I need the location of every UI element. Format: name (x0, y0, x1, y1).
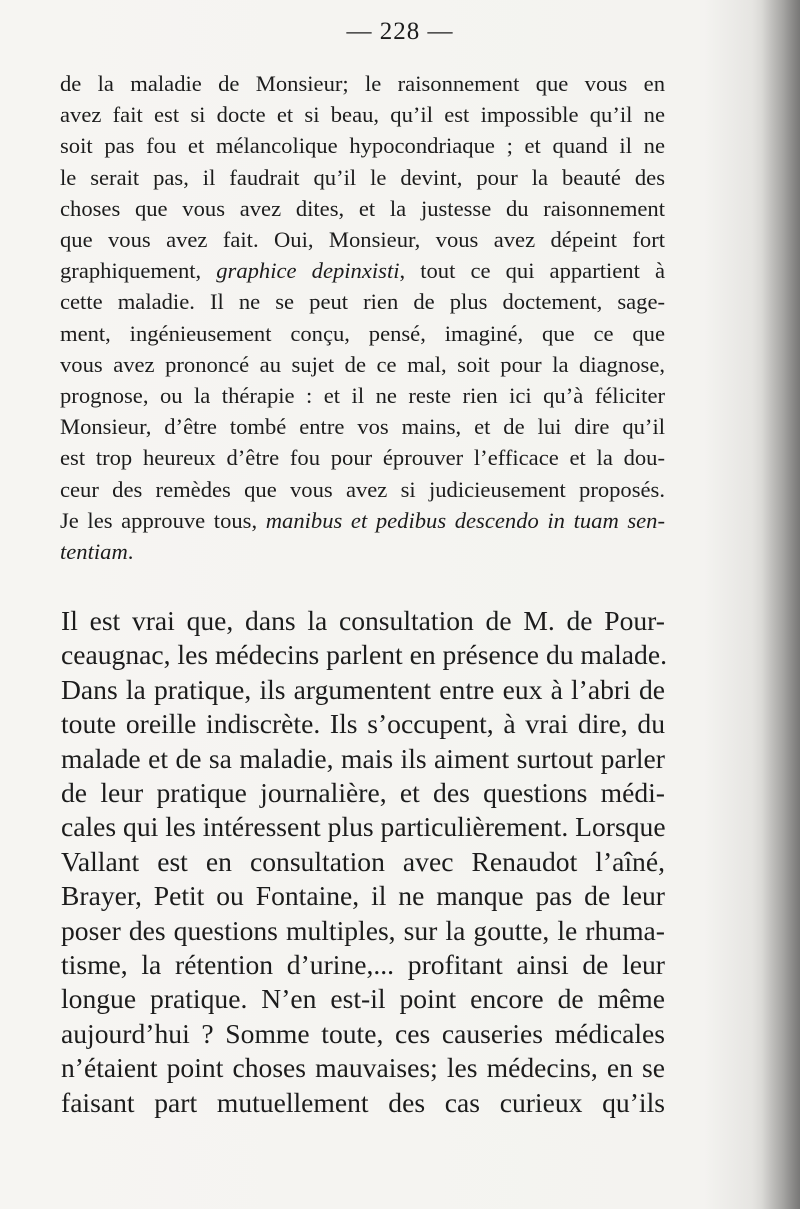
quoted-passage (60, 68, 665, 567)
latin-phrase: tentiam (60, 539, 128, 565)
body-line: Vallant est en consultation avec Renaudot l’aîné, (61, 845, 665, 877)
body-line: Brayer, Petit ou Fontaine, il ne manque pas de leur (61, 880, 665, 912)
quote-line: que vous avez fait. Oui, Monsieur, vous avez dépeint fort (60, 227, 665, 253)
quote-line: avez fait est si docte et si beau, qu’il est impossible qu’il ne (60, 102, 665, 128)
quote-line: cette maladie. Il ne se peut rien de plus doctement, sage- (60, 289, 665, 315)
body-line: tisme, la rétention d’urine,... profitant ainsi de leur (61, 949, 665, 981)
body-paragraph (61, 604, 665, 1120)
quote-line (60, 255, 665, 286)
quote-line: vous avez prononcé au sujet de ce mal, soit pour la diagnose, (60, 351, 665, 377)
latin-phrase: manibus et pedibus descendo in tuam sen- (265, 507, 666, 533)
latin-phrase: graphice depinxisti (216, 258, 400, 284)
body-line: toute oreille indiscrète. Ils s’occupent, à vrai dire, du (61, 708, 665, 740)
quote-line: de la maladie de Monsieur; le raisonnement que vous en (60, 71, 665, 96)
body-line: n’étaient point choses mauvaises; les médecins, en se (61, 1052, 665, 1084)
quote-line-text: , tout ce qui appartient à (399, 258, 665, 284)
quote-line (60, 505, 665, 536)
quote-line: prognose, ou la thérapie : et il ne reste rien ici qu’à féliciter (60, 383, 665, 409)
quote-line: choses que vous avez dites, et la justesse du raisonnement (60, 195, 665, 221)
quote-line (60, 536, 665, 567)
page-binding-shadow (762, 0, 800, 1209)
body-line: Dans la pratique, ils argumentent entre eux à l’abri de (61, 673, 665, 705)
body-line: longue pratique. N’en est-il point encore de même (61, 983, 665, 1015)
quote-line: soit pas fou et mélancolique hypocondriaque ; et quand il ne (60, 133, 665, 159)
quote-line: est trop heureux d’être fou pour éprouver l’efficace et la dou- (60, 445, 665, 471)
body-line: cales qui les intéressent plus particulièrement. Lorsque (61, 811, 666, 843)
quote-line-text: . (127, 539, 134, 565)
body-line: aujourd’hui ? Somme toute, ces causeries médicales (61, 1017, 665, 1049)
quote-line-text: graphiquement, (60, 258, 217, 284)
page-number: — 228 — (346, 18, 454, 45)
quote-line: ceur des remèdes que vous avez si judicieusement proposés. (60, 476, 665, 502)
body-line: Il est vrai que, dans la consultation de M. de Pour- (61, 605, 665, 636)
body-line: poser des questions multiples, sur la goutte, le rhuma- (61, 914, 665, 946)
body-line: faisant part mutuellement des cas curieux qu’ils (61, 1086, 665, 1118)
body-line: malade et de sa maladie, mais ils aiment surtout parler (61, 742, 665, 774)
body-line: de leur pratique journalière, et des questions médi- (61, 777, 665, 809)
quote-line: ment, ingénieusement conçu, pensé, imaginé, que ce que (60, 320, 665, 346)
quote-line: le serait pas, il faudrait qu’il le devint, pour la beauté des (60, 164, 665, 190)
quote-line-text: Je les approuve tous, (60, 507, 266, 533)
quote-line: Monsieur, d’être tombé entre vos mains, et de lui dire qu’il (60, 414, 665, 440)
body-line: ceaugnac, les médecins parlent en présence du malade. (61, 639, 667, 671)
